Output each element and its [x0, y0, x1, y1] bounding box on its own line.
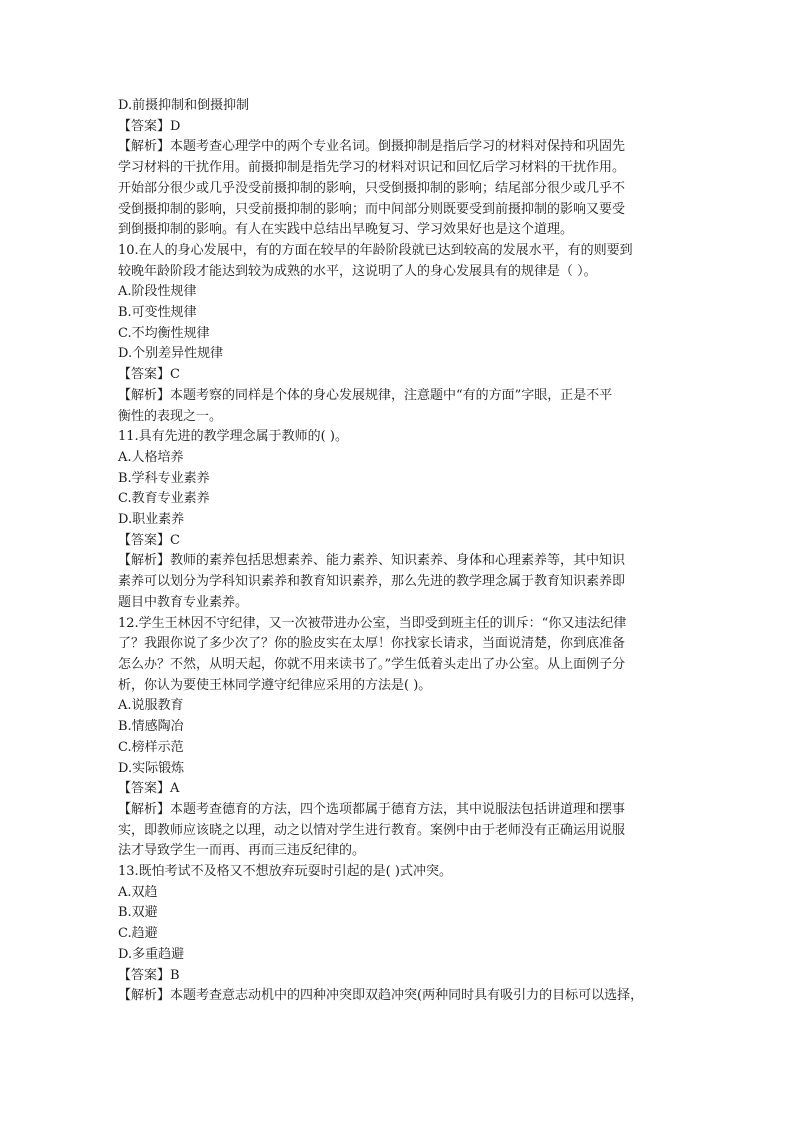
option-line: C.趋避: [118, 926, 158, 942]
option-line: D.多重趋避: [118, 946, 185, 962]
answer-line: 【答案】D: [118, 118, 181, 134]
analysis-line: 【解析】本题考查意志动机中的四种冲突即双趋冲突(两种同时具有吸引力的目标可以选择，: [118, 988, 644, 1004]
answer-line: 【答案】C: [118, 532, 180, 548]
analysis-line: 到倒摄抑制的影响。有人在实践中总结出早晚复习、学习效果好也是这个道理。: [118, 222, 574, 238]
option-line: D.前摄抑制和倒摄抑制: [118, 98, 250, 113]
analysis-line: 题目中教育专业素养。: [118, 594, 249, 610]
question-line: 10.在人的身心发展中，有的方面在较早的年龄阶段就已达到较高的发展水平，有的则要到: [118, 242, 633, 258]
answer-line: 【答案】C: [118, 367, 180, 383]
question-line: 了？我跟你说了多少次了？你的脸皮实在太厚！你找家长请求，当面说清楚，你到底准备: [118, 636, 626, 652]
analysis-line: 【解析】本题考查心理学中的两个专业名词。倒摄抑制是指后学习的材料对保持和巩固先: [118, 139, 626, 155]
analysis-line: 受倒摄抑制的影响，只受前摄抑制的影响；而中间部分则既要受到前摄抑制的影响又要受: [118, 201, 626, 217]
analysis-line: 学习材料的干扰作用。前摄抑制是指先学习的材料对识记和回忆后学习材料的干扰作用。: [118, 160, 626, 176]
option-line: A.说服教育: [118, 698, 184, 714]
option-line: C.榜样示范: [118, 739, 184, 755]
question-line: 怎么办？不然，从明天起，你就不用来读书了。”学生低着头走出了办公室。从上面例子分: [118, 656, 626, 672]
option-line: B.学科专业素养: [118, 470, 210, 486]
analysis-line: 【解析】教师的素养包括思想素养、能力素养、知识素养、身体和心理素养等，其中知识: [118, 553, 626, 569]
analysis-line: 【解析】本题考察的同样是个体的身心发展规律，注意题中“有的方面”字眼，正是不平: [118, 387, 613, 403]
option-line: C.教育专业素养: [118, 491, 210, 507]
analysis-line: 素养可以划分为学科知识素养和教育知识素养，那么先进的教学理念属于教育知识素养即: [118, 574, 626, 590]
question-line: 11.具有先进的教学理念属于教师的( )。: [118, 429, 348, 445]
option-line: B.双避: [118, 905, 158, 921]
option-line: A.双趋: [118, 884, 158, 900]
analysis-line: 实，即教师应该晓之以理，动之以情对学生进行教育。案例中由于老师没有正确运用说服: [118, 822, 626, 838]
option-line: A.人格培养: [118, 449, 184, 465]
question-line: 较晚年龄阶段才能达到较为成熟的水平，这说明了人的身心发展具有的规律是（ ）。: [118, 263, 597, 279]
answer-line: 【答案】A: [118, 781, 180, 797]
option-line: D.个别差异性规律: [118, 346, 224, 362]
option-line: C.不均衡性规律: [118, 325, 210, 341]
analysis-line: 开始部分很少或几乎没受前摄抑制的影响，只受倒摄抑制的影响；结尾部分很少或几乎不: [118, 180, 626, 196]
option-line: B.情感陶冶: [118, 719, 184, 735]
option-line: A.阶段性规律: [118, 284, 197, 300]
document-body: [118, 96, 683, 1007]
analysis-line: 【解析】本题考查德育的方法，四个选项都属于德育方法，其中说服法包括讲道理和摆事: [118, 801, 626, 817]
question-line: 13.既怕考试不及格又不想放弃玩耍时引起的是( )式冲突。: [118, 864, 452, 880]
question-line: 析，你认为要使王林同学遵守纪律应采用的方法是( )。: [118, 677, 432, 693]
analysis-line: 法才导致学生一而再、再而三违反纪律的。: [118, 843, 366, 859]
option-line: D.实际锻炼: [118, 760, 185, 776]
question-line: 12.学生王林因不守纪律，又一次被带进办公室，当即受到班主任的训斥：“你又违法纪律: [118, 615, 627, 631]
option-line: D.职业素养: [118, 512, 185, 528]
answer-line: 【答案】B: [118, 967, 180, 983]
option-line: B.可变性规律: [118, 305, 197, 321]
analysis-line: 衡性的表现之一。: [118, 408, 223, 424]
